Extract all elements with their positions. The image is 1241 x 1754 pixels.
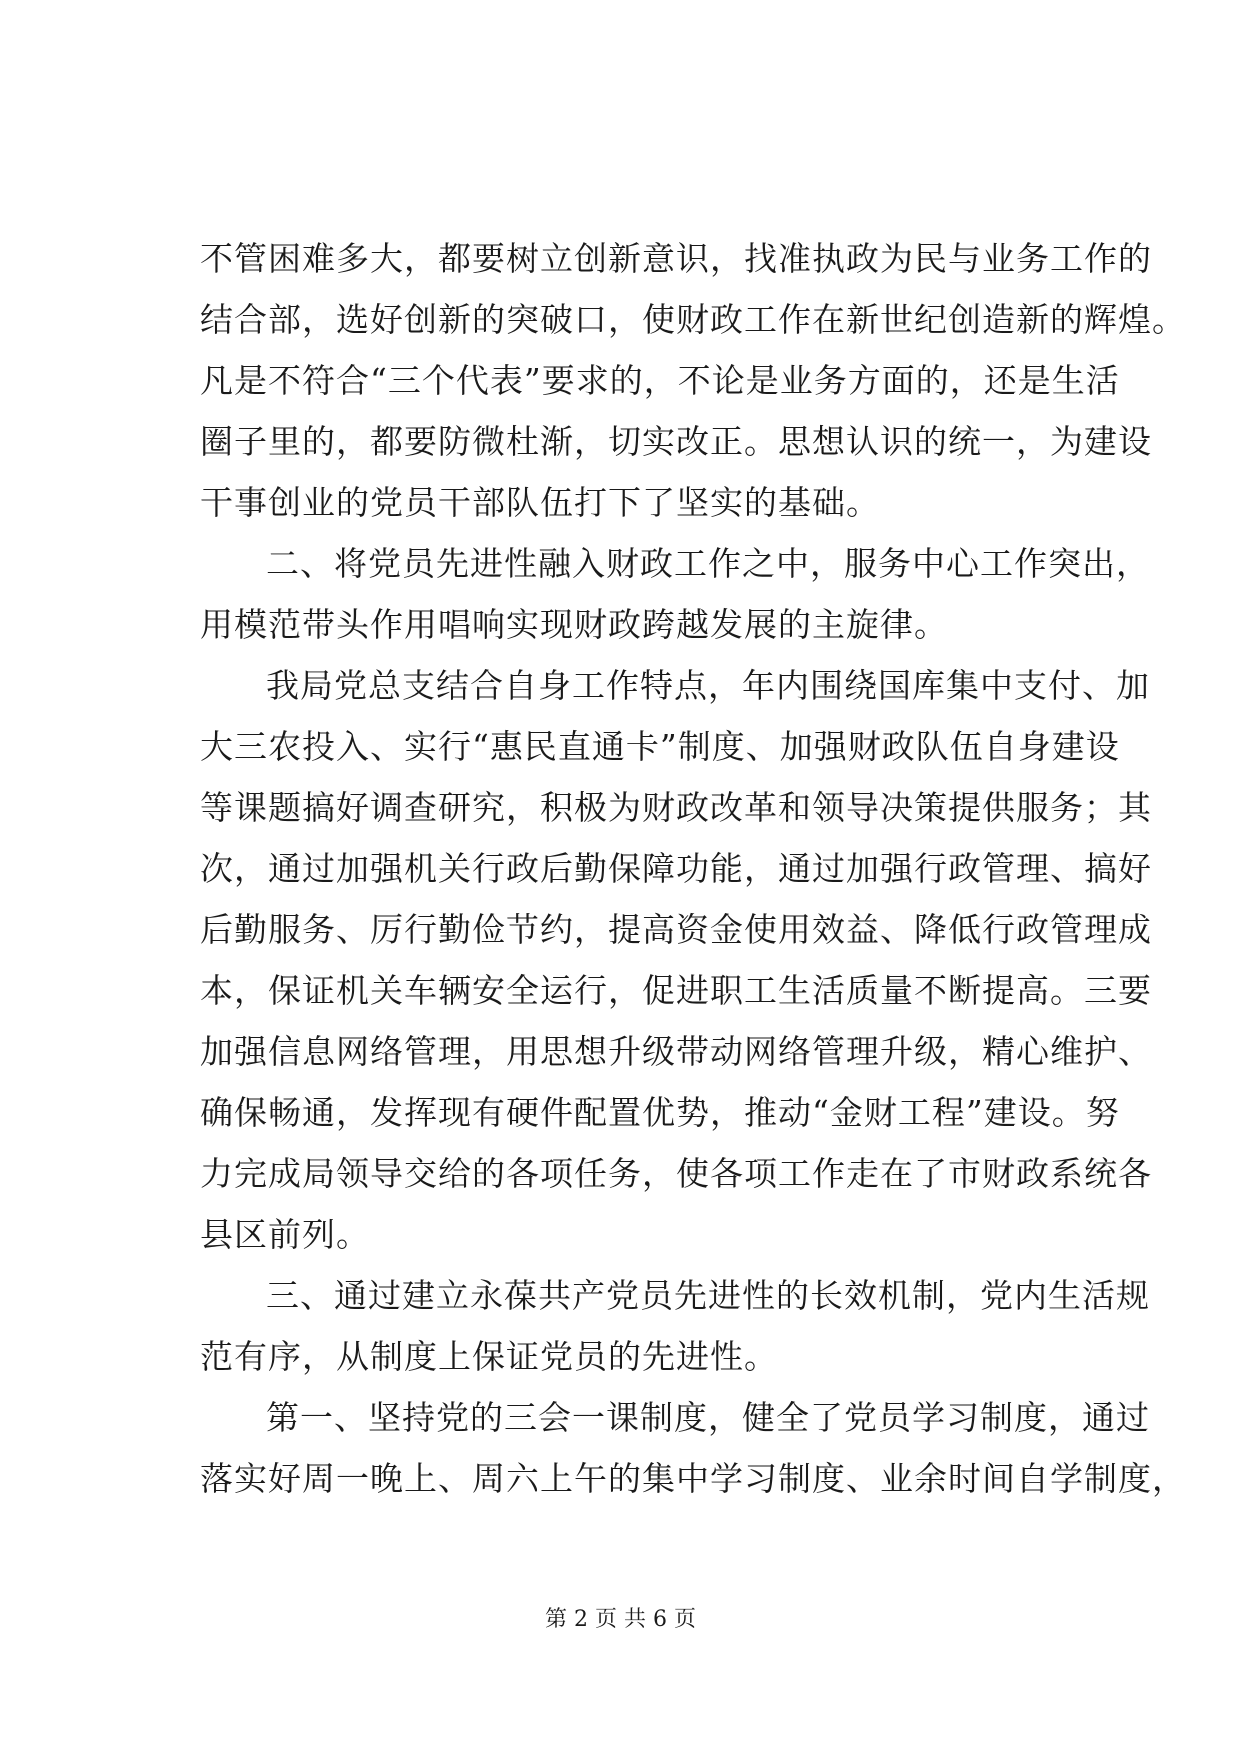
text-line: 凡是不符合“三个代表”要求的，不论是业务方面的，还是生活 bbox=[200, 361, 1120, 400]
text-line: 结合部，选好创新的突破口，使财政工作在新世纪创造新的辉煌。 bbox=[200, 300, 1186, 339]
body-text bbox=[200, 228, 1186, 1509]
text-line: 三、通过建立永葆共产党员先进性的长效机制，党内生活规 bbox=[266, 1276, 1150, 1315]
text-line: 干事创业的党员干部队伍打下了坚实的基础。 bbox=[200, 483, 880, 522]
text-line: 二、将党员先进性融入财政工作之中，服务中心工作突出， bbox=[266, 544, 1150, 583]
text-line: 范有序，从制度上保证党员的先进性。 bbox=[200, 1337, 778, 1376]
text-line: 用模范带头作用唱响实现财政跨越发展的主旋律。 bbox=[200, 605, 948, 644]
text-line: 本，保证机关车辆安全运行，促进职工生活质量不断提高。三要 bbox=[200, 971, 1152, 1010]
text-line: 等课题搞好调查研究，积极为财政改革和领导决策提供服务；其 bbox=[200, 788, 1152, 827]
text-line: 落实好周一晚上、周六上午的集中学习制度、业余时间自学制度， bbox=[200, 1459, 1186, 1498]
text-line: 力完成局领导交给的各项任务，使各项工作走在了市财政系统各 bbox=[200, 1154, 1152, 1193]
text-line: 第一、坚持党的三会一课制度，健全了党员学习制度，通过 bbox=[266, 1398, 1150, 1437]
text-line: 大三农投入、实行“惠民直通卡”制度、加强财政队伍自身建设 bbox=[200, 727, 1120, 766]
text-line: 加强信息网络管理，用思想升级带动网络管理升级，精心维护、 bbox=[200, 1032, 1152, 1071]
text-line: 我局党总支结合自身工作特点，年内围绕国库集中支付、加 bbox=[266, 666, 1150, 705]
page-footer: 第 2 页 共 6 页 bbox=[545, 1607, 696, 1632]
text-line: 不管困难多大，都要树立创新意识，找准执政为民与业务工作的 bbox=[200, 239, 1152, 278]
text-line: 圈子里的，都要防微杜渐，切实改正。思想认识的统一，为建设 bbox=[200, 422, 1152, 461]
text-line: 后勤服务、厉行勤俭节约，提高资金使用效益、降低行政管理成 bbox=[200, 910, 1152, 949]
text-line: 确保畅通，发挥现有硬件配置优势，推动“金财工程”建设。努 bbox=[200, 1093, 1120, 1132]
text-line: 县区前列。 bbox=[200, 1215, 370, 1254]
text-line: 次，通过加强机关行政后勤保障功能，通过加强行政管理、搞好 bbox=[200, 849, 1152, 888]
